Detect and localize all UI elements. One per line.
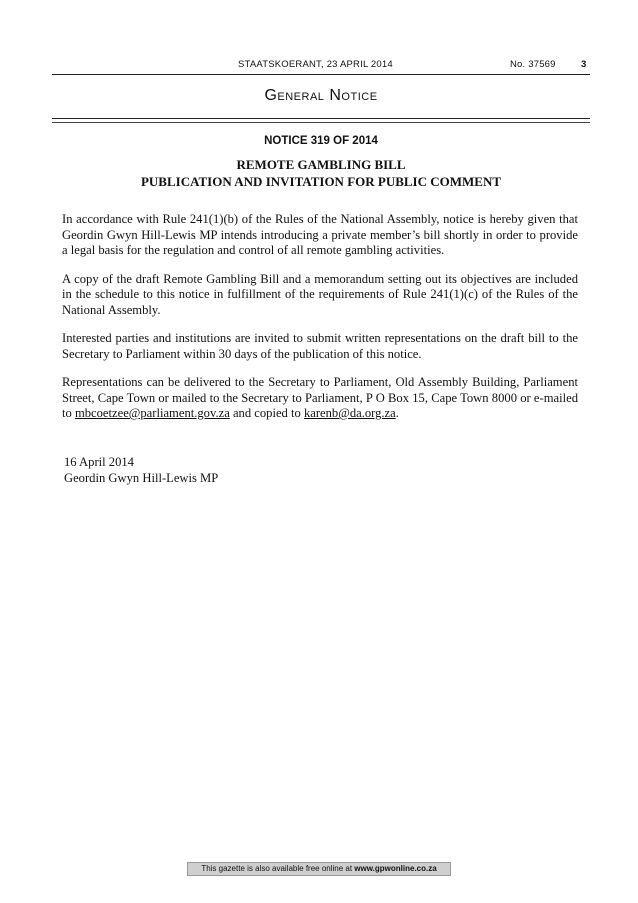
signoff-date: 16 April 2014 (64, 455, 134, 469)
footer-website-link[interactable]: www.gpwonline.co.za (354, 864, 437, 873)
signoff-name: Geordin Gwyn Hill-Lewis MP (64, 470, 219, 485)
page-number: 3 (581, 59, 587, 70)
notice-title: REMOTE GAMBLING BILL (236, 157, 406, 172)
notice-number: NOTICE 319 OF 2014 (264, 135, 378, 147)
section-divider-thin (52, 122, 590, 123)
paragraph-schedule: A copy of the draft Remote Gambling Bill and a memorandum setting out its objectives are included in the schedule to this notice in fulfillment of the requirements of Rule 241(1)(c) of the Rules of the National Assembly. (62, 271, 578, 317)
paragraph-intent: In accordance with Rule 241(1)(b) of the Rules of the National Assembly, notice is hereby given that Geordin Gwyn Hill-Lewis MP intends introducing a private member’s bill shortly in order to provide a legal basis for the regulation and control of all remote gambling activities. (62, 212, 578, 257)
footer-text: This gazette is also available free online at (201, 864, 355, 873)
paragraph-representations (62, 375, 578, 422)
paragraph-invitation: Interested parties and institutions are invited to submit written representations on the draft bill to the Secretary to Parliament within 30 days of the publication of this notice. (62, 331, 578, 361)
header-divider (52, 74, 590, 75)
representations-connector: and copied to (229, 406, 304, 420)
gazette-header (60, 59, 590, 72)
issue-number: No. 37569 (510, 59, 556, 70)
section-divider-thick (52, 118, 590, 119)
section-title: General Notice (264, 87, 378, 104)
gazette-date: STAATSKOERANT, 23 APRIL 2014 (238, 59, 393, 70)
email-link-secretary[interactable]: mbcoetzee@parliament.gov.za (74, 406, 230, 420)
notice-body (62, 212, 578, 435)
footer-banner (187, 862, 451, 876)
representations-end: . (395, 406, 399, 420)
notice-subtitle: PUBLICATION AND INVITATION FOR PUBLIC COMMENT (140, 174, 502, 189)
representations-text: Representations can be delivered to the Secretary to Parliament, Old Assembly Building, Parliament Street, Cape Town or mailed to the Secretary to Parliament, P O Box 15, Cape Town 8000 or e-mailed to (62, 375, 578, 420)
email-link-copy[interactable]: karenb@da.org.za (303, 406, 396, 420)
signoff-block (64, 455, 218, 486)
